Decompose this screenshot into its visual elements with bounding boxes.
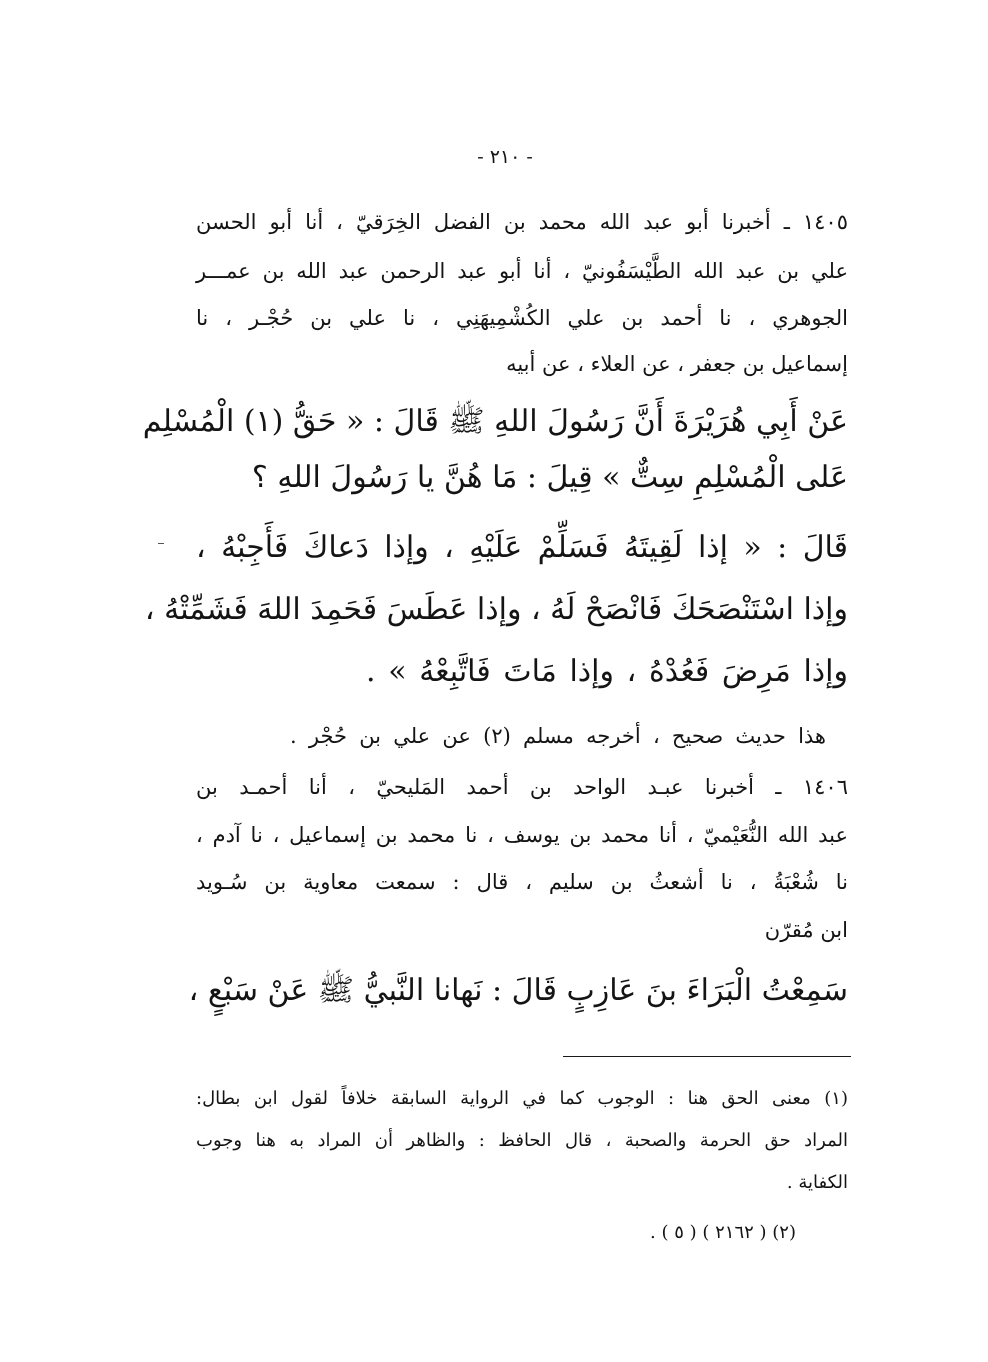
hadith-line: عَنْ أَبِي هُرَيْرَةَ أَنَّ رَسُولَ اللهِ ﷺ قَالَ : « حَقُّ (١) الْمُسْلِم	[142, 404, 848, 439]
text-line: علي بن عبد الله الطَّيْسَفُونيّ ، أنا أبو عبد الرحمن عبد الله بن عمـــر	[196, 259, 848, 283]
footnote-2: (٢) ( ٢١٦٢ ) ( ٥ ) .	[650, 1222, 796, 1243]
text-line: عبد الله النُّعَيْميّ ، أنا محمد بن يوسف ، نا محمد بن إسماعيل ، نا آدم ،	[196, 823, 848, 847]
text-line: نا شُعْبَةُ ، نا أشعثُ بن سليم ، قال : سمعت معاوية بن سُـويد	[196, 870, 848, 894]
hadith-line: عَلى الْمُسْلِمِ سِتٌّ » قِيلَ : مَا هُنَّ يا رَسُولَ اللهِ ؟	[251, 460, 848, 495]
margin-mark	[158, 543, 164, 544]
grading-note: هذا حديث صحيح ، أخرجه مسلم (٢) عن علي بن حُجْر .	[290, 724, 827, 748]
hadith-line: وإذا مَرِضَ فَعُدْهُ ، وإذا مَاتَ فَاتَّبِعْهُ » .	[366, 654, 848, 689]
hadith-line: وإذا اسْتَنْصَحَكَ فَانْصَحْ لَهُ ، وإذا عَطَسَ فَحَمِدَ اللهَ فَشَمِّتْهُ ،	[144, 592, 848, 627]
footnote-1-line: (١) معنى الحق هنا : الوجوب كما في الرواية السابقة خلافاً لقول ابن بطال:	[196, 1088, 848, 1109]
hadith-line: قَالَ : « إذا لَقِيتَهُ فَسَلِّمْ عَلَيْهِ ، وإذا دَعاكَ فَأَجِبْهُ ،	[196, 530, 848, 565]
text-line: ١٤٠٦ ـ أخبرنا عبـد الواحد بن أحمد المَليحيّ ، أنا أحمـد بن	[196, 775, 848, 799]
footnote-1-line: الكفاية .	[786, 1172, 848, 1193]
text-line: إسماعيل بن جعفر ، عن العلاء ، عن أبيه	[506, 352, 848, 376]
hadith-line: سَمِعْتُ الْبَرَاءَ بنَ عَازِبٍ قَالَ : نَهانا النَّبيُّ ﷺ عَنْ سَبْعٍ ،	[188, 973, 848, 1008]
text-line: الجوهري ، نا أحمد بن علي الكُشْمِيهَنِي ، نا علي بن حُجْـر ، نا	[196, 306, 848, 330]
page-number: - ٢١٠ -	[477, 146, 533, 168]
footnote-separator	[563, 1056, 851, 1057]
text-line: ١٤٠٥ ـ أخبرنا أبو عبد الله محمد بن الفضل الخِرَقيّ ، أنا أبو الحسن	[196, 210, 848, 234]
text-line: ابن مُقرّن	[764, 918, 848, 942]
footnote-1-line: المراد حق الحرمة والصحبة ، قال الحافظ : والظاهر أن المراد به هنا وجوب	[196, 1130, 848, 1151]
